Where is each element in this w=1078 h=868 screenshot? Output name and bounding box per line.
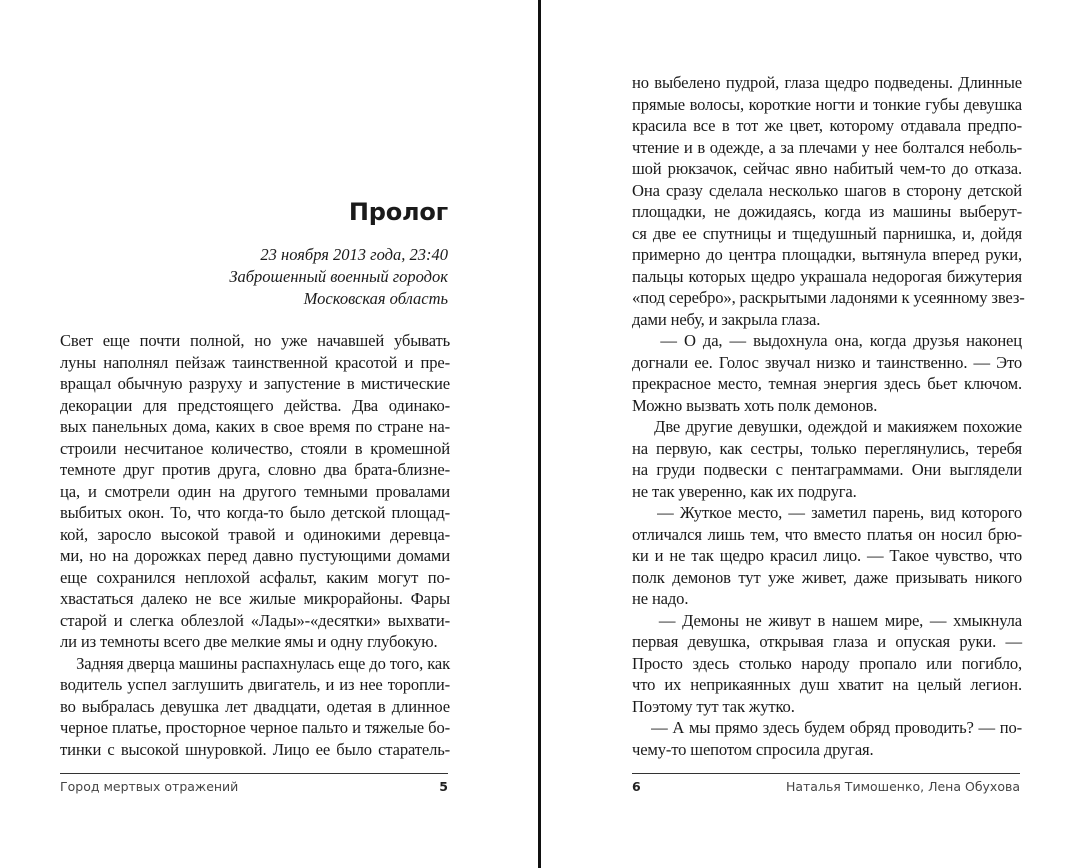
page-number: 6 (632, 779, 641, 794)
text-line: тинки с высокой шнуровкой. Лицо ее было старатель- (60, 739, 450, 759)
text-line: чему-то шепотом спросила другая. (632, 739, 874, 759)
text-line: вых панельных дома, каких в свое время по стране на- (60, 417, 450, 436)
text-line: Задняя дверца машины распахнулась еще до того, как (60, 653, 450, 673)
text-line: ми, но на дорожках перед давно пустующими домами (60, 546, 450, 565)
text-line: но выбелено пудрой, глаза щедро подведены. Длинные (632, 73, 1022, 92)
text-line: примерно до центра площадки, вытянула вперед руки, (632, 245, 1022, 264)
text-line: Можно вызвать хоть полк демонов. (632, 395, 878, 415)
spine-divider (538, 0, 541, 868)
right-page (542, 0, 1078, 868)
text-line: вращал обычную разруху и запустение в мистические (60, 374, 450, 393)
text-line: ли из темноты всего две мелкие ямы и одну глубокую. (60, 632, 438, 651)
text-line: пальцы которых щедро украшала недорогая бижутерия (632, 266, 1022, 286)
footer-book-title: Город мертвых отражений (60, 779, 239, 794)
text-line: на первую, как сестры, только переглянулись, теребя (632, 438, 1022, 458)
chapter-title: Пролог (348, 198, 448, 226)
text-line: ца, и смотрели один на другого темными провалами (60, 481, 450, 501)
text-line: темноте друг против друга, словно два брата-близне- (60, 460, 450, 479)
text-line: строили несчитаное количество, стояли в кромешной (60, 438, 450, 458)
text-line: декорации для предстоящего действа. Два одинако- (60, 395, 450, 415)
text-line: на груди подвески с пентаграммами. Они выглядели (632, 460, 1022, 479)
text-line: выбитых окон. То, что когда-то было детской площад- (60, 503, 450, 522)
chapter-epigraph (60, 244, 448, 310)
text-line: луны наполнял пейзаж таинственной красотой и пре- (60, 352, 450, 372)
text-line: Она сразу сделала несколько шагов в сторону детской (632, 180, 1022, 200)
text-line: хвастаться далеко не все жилые микрорайоны. Фары (60, 589, 450, 608)
text-line: первая девушка, открывая глаза и опуская руки. — (632, 632, 1022, 651)
text-line: старой и слегка облезлой «Лады»-«десятки» выхвати- (60, 610, 450, 630)
text-line: кой, заросло высокой травой и одинокими деревца- (60, 524, 450, 544)
text-line: чтение и в одежде, а за плечами у нее болтался неболь- (632, 137, 1022, 157)
text-line: «под серебро», раскрытыми ладонями к усеянному звез- (632, 288, 1025, 307)
text-line: шой рюкзачок, сейчас явно набитый чем-то до отказа. (632, 159, 1022, 178)
text-line: прямые волосы, короткие ногти и тонкие губы девушка (632, 94, 1022, 114)
text-line: черное платье, просторное черное пальто и тяжелые бо- (60, 718, 450, 737)
text-line: ки и не так щедро красил лицо. — Такое чувство, что (632, 546, 1022, 565)
text-line: не так уверенно, как их подруга. (632, 481, 857, 501)
text-line: Свет еще почти полной, но уже начавшей убывать (60, 331, 450, 350)
text-line: — А мы прямо здесь будем обряд проводить? — по- (632, 718, 1022, 737)
text-line: ся две ее спутницы и тщедушный парнишка, и, дойдя (632, 223, 1022, 243)
text-line: во выбралась девушка лет двадцати, одетая в длинное (60, 696, 450, 716)
text-line: Поэтому тут так жутко. (632, 696, 795, 716)
footer-authors: Наталья Тимошенко, Лена Обухова (785, 779, 1020, 794)
text-line: — О да, — выдохнула она, когда друзья наконец (632, 331, 1022, 350)
left-page (0, 0, 538, 868)
text-line: прекрасное место, темная энергия здесь бьет ключом. (632, 374, 1022, 393)
text-line: — Жуткое место, — заметил парень, вид которого (632, 503, 1022, 522)
text-line: Просто здесь столько народу пропало или погибло, (632, 653, 1022, 673)
text-line: дами небу, и закрыла глаза. (632, 309, 821, 329)
epigraph-date: 23 ноября 2013 года, 23:40 (260, 245, 448, 264)
text-line: что их неприкаянных душ хватит на целый легион. (632, 675, 1022, 694)
epigraph-region: Московская область (303, 289, 448, 308)
page-number: 5 (439, 779, 448, 794)
footer-rule (632, 773, 1020, 774)
text-line: — Демоны не живут в нашем мире, — хмыкнула (632, 610, 1022, 630)
text-line: площадки, не дожидаясь, когда из машины выберут- (632, 202, 1022, 221)
left-page-body (60, 330, 450, 760)
right-page-body (632, 72, 1025, 760)
epigraph-place: Заброшенный военный городок (229, 267, 448, 286)
text-line: не надо. (632, 589, 689, 608)
text-line: отличался лишь тем, что вместо платья он носил брю- (632, 524, 1022, 544)
text-line: красила все в тот же цвет, которому отдавала предпо- (632, 116, 1022, 135)
text-line: водитель успел заглушить двигатель, и из нее торопли- (60, 675, 450, 694)
text-line: еще сохранился неплохой асфальт, каким могут по- (60, 567, 450, 587)
text-line: полк демонов тут уже живет, даже призывать никого (632, 567, 1022, 587)
footer-rule (60, 773, 448, 774)
text-line: догнали ее. Голос звучал низко и таинственно. — Это (632, 352, 1022, 372)
text-line: Две другие девушки, одеждой и макияжем похожие (632, 417, 1022, 436)
